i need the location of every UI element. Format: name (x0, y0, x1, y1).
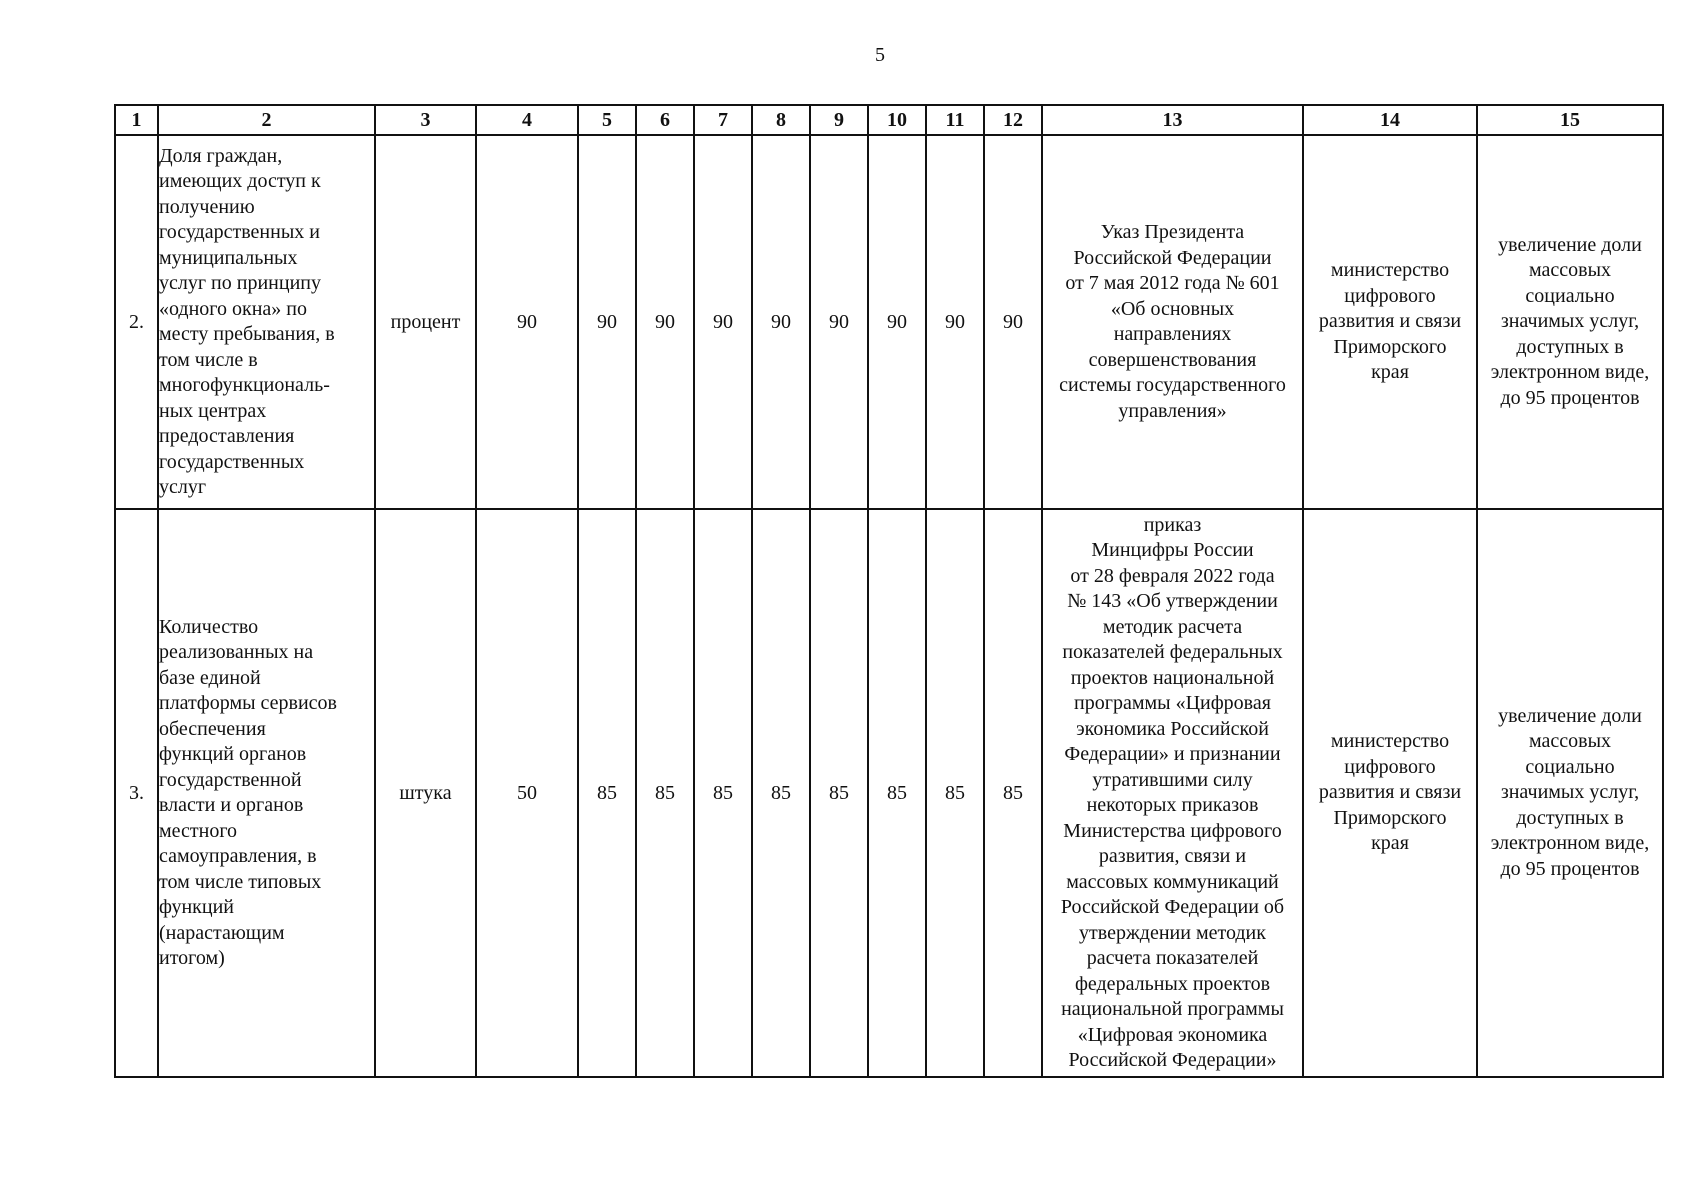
value-cell: 85 (578, 509, 636, 1077)
text-line: муниципальных (159, 246, 298, 269)
row-number: 3. (115, 509, 158, 1077)
column-header: 11 (926, 105, 984, 135)
value-cell: 85 (636, 509, 694, 1077)
text-line: итогом) (159, 947, 225, 969)
text-line: массовых коммуникаций (1066, 870, 1279, 893)
unit-cell: штука (375, 509, 476, 1077)
text-line: «Цифровая экономика (1077, 1023, 1268, 1046)
text-line: края (1371, 361, 1409, 384)
text-line: государственной (159, 768, 302, 791)
legal-basis (1042, 509, 1303, 1077)
text-line: (нарастающим (159, 921, 285, 944)
column-header: 8 (752, 105, 810, 135)
text-line: Минцифры России (1091, 539, 1254, 561)
text-line: федеральных проектов (1074, 972, 1271, 995)
table-row (115, 135, 1663, 509)
text-line: Приморского (1333, 335, 1447, 358)
text-line: показателей федеральных (1062, 641, 1283, 663)
unit-cell: процент (375, 135, 476, 509)
table-row (115, 509, 1663, 1077)
row-number: 2. (115, 135, 158, 509)
text-line: утверждении методик (1079, 921, 1266, 944)
text-line: до 95 процентов (1500, 857, 1640, 880)
value-cell: 90 (636, 135, 694, 509)
value-cell: 90 (694, 135, 752, 509)
text-line: увеличение доли (1498, 233, 1642, 256)
header-row (115, 105, 1663, 135)
column-header: 2 (158, 105, 375, 135)
text-line: доступных в (1516, 335, 1624, 358)
text-line: экономика Российской (1076, 717, 1269, 740)
legal-basis (1042, 135, 1303, 509)
responsible-org (1303, 509, 1477, 1077)
text-line: ных центрах (159, 399, 267, 422)
indicator-name (158, 135, 375, 509)
text-line: края (1371, 832, 1409, 855)
text-line: цифрового (1344, 284, 1436, 307)
text-line: методик расчета (1102, 615, 1243, 638)
text-line: электронном виде, (1490, 361, 1650, 384)
text-line: массовых (1528, 259, 1612, 282)
text-line: многофункциональ- (159, 374, 330, 396)
value-cell: 90 (926, 135, 984, 509)
value-cell: 85 (810, 509, 868, 1077)
text-line: от 28 февраля 2022 года (1070, 564, 1275, 587)
text-line: том числе в (159, 348, 258, 371)
text-line: развития и связи (1318, 310, 1462, 333)
indicator-name (158, 509, 375, 1077)
text-line: управления» (1118, 399, 1227, 422)
text-line: программы «Цифровая (1074, 692, 1271, 714)
column-header: 6 (636, 105, 694, 135)
expected-result (1477, 135, 1663, 509)
text-line: социально (1525, 284, 1615, 307)
text-line: до 95 процентов (1500, 386, 1640, 409)
text-line: обеспечения (159, 717, 266, 740)
text-line: платформы сервисов (159, 692, 337, 714)
text-line: цифрового (1344, 755, 1436, 778)
text-line: функций органов (159, 743, 307, 765)
value-cell: 85 (752, 509, 810, 1077)
value-cell: 85 (868, 509, 926, 1077)
column-header: 10 (868, 105, 926, 135)
text-line: приказ (1143, 513, 1202, 536)
value-cell: 50 (476, 509, 578, 1077)
value-cell: 90 (752, 135, 810, 509)
expected-result (1477, 509, 1663, 1077)
value-cell: 90 (476, 135, 578, 509)
value-cell: 85 (926, 509, 984, 1077)
text-line: самоуправления, в (159, 845, 317, 867)
text-line: министерство (1330, 259, 1450, 282)
text-line: том числе типовых (159, 870, 322, 893)
text-line: местного (159, 819, 238, 842)
text-line: услуг (159, 476, 207, 498)
text-line: системы государственного (1059, 374, 1286, 396)
column-header: 5 (578, 105, 636, 135)
text-line: «одного окна» по (159, 297, 308, 320)
text-line: получению (159, 195, 255, 218)
text-line: государственных и (159, 221, 320, 243)
value-cell: 90 (984, 135, 1042, 509)
column-header: 12 (984, 105, 1042, 135)
indicators-table (114, 104, 1664, 1078)
text-line: Министерства цифрового (1063, 819, 1282, 842)
text-line: месту пребывания, в (159, 323, 335, 345)
responsible-org (1303, 135, 1477, 509)
text-line: государственных (159, 450, 305, 473)
text-line: предоставления (159, 425, 295, 447)
text-line: направлениях (1113, 323, 1232, 345)
text-line: власти и органов (159, 794, 304, 816)
text-line: Указ Президента (1100, 221, 1245, 243)
text-line: Приморского (1333, 806, 1447, 829)
text-line: значимых услуг, (1500, 310, 1640, 333)
column-header: 14 (1303, 105, 1477, 135)
column-header: 13 (1042, 105, 1303, 135)
text-line: функций (159, 896, 234, 918)
text-line: некоторых приказов (1086, 794, 1259, 816)
column-header: 4 (476, 105, 578, 135)
text-line: базе единой (159, 666, 261, 689)
text-line: проектов национальной (1070, 666, 1275, 689)
text-line: Количество (159, 615, 259, 638)
text-line: электронном виде, (1490, 832, 1650, 855)
text-line: национальной программы (1061, 998, 1284, 1020)
text-line: увеличение доли (1498, 704, 1642, 727)
value-cell: 85 (984, 509, 1042, 1077)
text-line: Федерации» и признании (1064, 743, 1281, 765)
text-line: совершенствования (1088, 348, 1257, 371)
text-line: министерство (1330, 730, 1450, 753)
text-line: значимых услуг, (1500, 781, 1640, 804)
text-line: Российской Федерации» (1068, 1049, 1277, 1071)
text-line: развития и связи (1318, 781, 1462, 804)
text-line: доступных в (1516, 806, 1624, 829)
column-header: 15 (1477, 105, 1663, 135)
text-line: № 143 «Об утверждении (1067, 590, 1278, 612)
text-line: имеющих доступ к (159, 170, 321, 192)
text-line: Российской Федерации об (1060, 896, 1285, 918)
text-line: «Об основных (1110, 297, 1235, 320)
text-line: развития, связи и (1098, 845, 1247, 867)
value-cell: 90 (810, 135, 868, 509)
text-line: Российской Федерации (1073, 246, 1272, 269)
value-cell: 90 (578, 135, 636, 509)
column-header: 7 (694, 105, 752, 135)
value-cell: 90 (868, 135, 926, 509)
text-line: утратившими силу (1092, 768, 1253, 791)
text-line: услуг по принципу (159, 272, 321, 294)
text-line: социально (1525, 755, 1615, 778)
page-number: 5 (875, 44, 885, 66)
text-line: Доля граждан, (159, 144, 283, 167)
text-line: расчета показателей (1086, 947, 1259, 969)
text-line: от 7 мая 2012 года № 601 (1065, 272, 1280, 294)
column-header: 3 (375, 105, 476, 135)
text-line: массовых (1528, 730, 1612, 753)
column-header: 1 (115, 105, 158, 135)
text-line: реализованных на (159, 641, 314, 663)
column-header: 9 (810, 105, 868, 135)
value-cell: 85 (694, 509, 752, 1077)
